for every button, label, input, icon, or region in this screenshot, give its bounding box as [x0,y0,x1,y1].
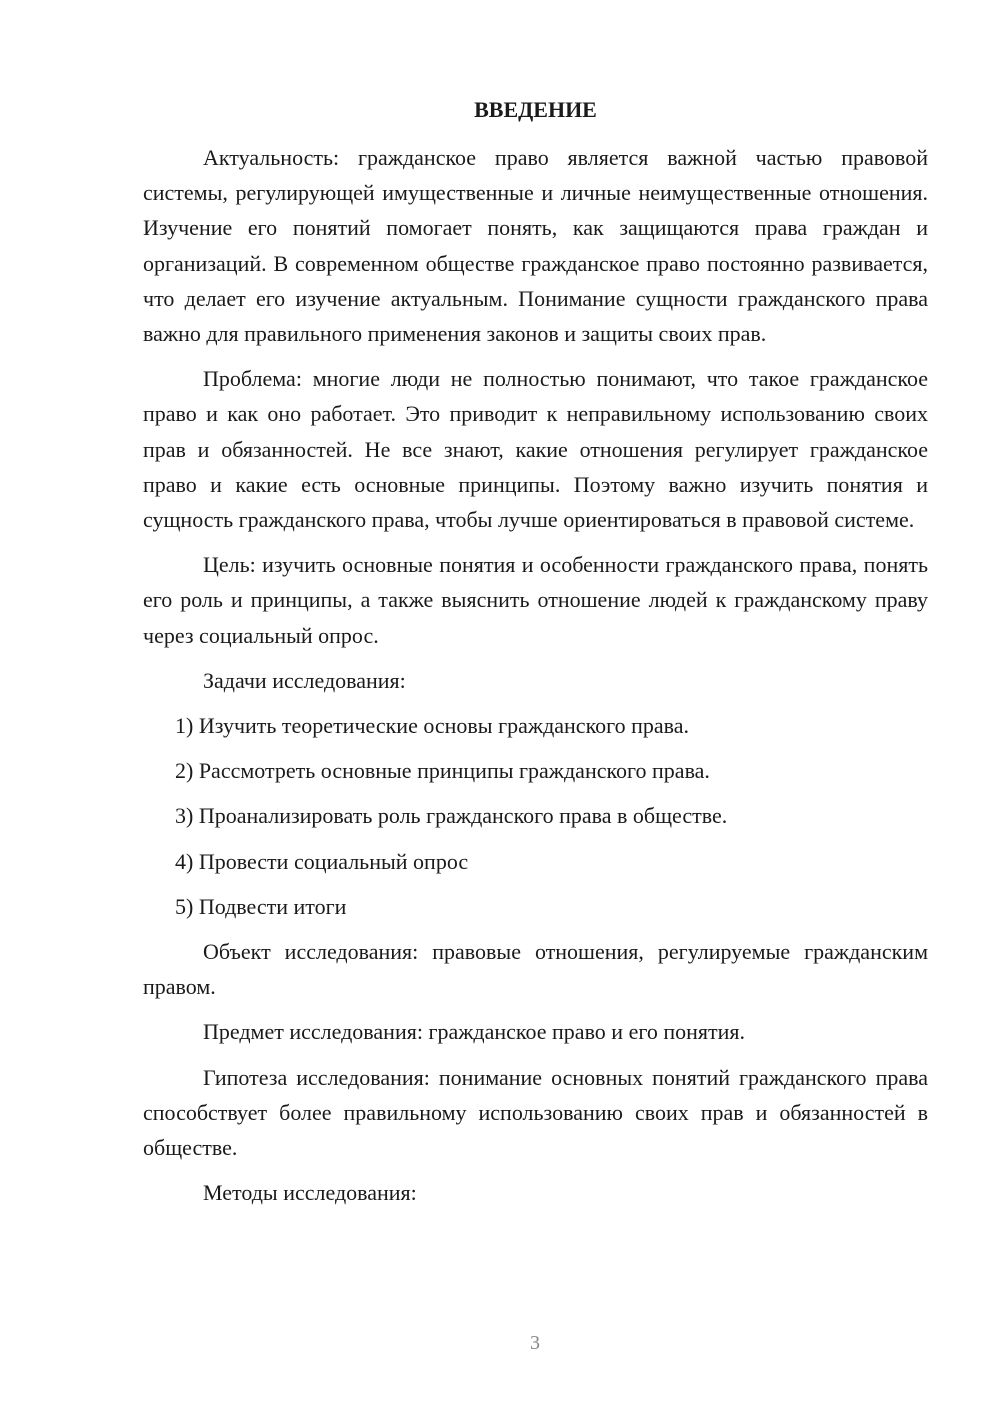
list-item: 1) Изучить теоретические основы гражданского права. [175,713,690,739]
list-item: 3) Проанализировать роль гражданского права в обществе. [175,803,728,829]
page-content [143,92,928,1210]
list-item: 2) Рассмотреть основные принципы гражданского права. [175,758,710,784]
section-heading: ВВЕДЕНИЕ [474,97,597,122]
list-item: 5) Подвести итоги [175,893,347,919]
list-item: 4) Провести социальный опрос [175,848,469,874]
page-number: 3 [530,1332,540,1354]
methods-title: Методы исследования: [203,1180,417,1206]
hypothesis-paragraph: Гипотеза исследования: понимание основных понятий гражданского права способствует более правильному использованию своих прав и обязанностей в обществе. [143,1064,928,1161]
goal-paragraph: Цель: изучить основные понятия и особенности гражданского права, понять его роль и принципы, а также выяснить отношение людей к гражданскому праву через социальный опрос. [143,552,928,648]
subject-paragraph: Предмет исследования: гражданское право и его понятия. [203,1019,745,1045]
problem-paragraph: Проблема: многие люди не полностью понимают, что такое гражданское право и как оно работает. Это приводит к неправильному использованию своих прав и обязанностей. Не все знают, какие отношения регулирует гражданское право и какие есть основные принципы. Поэтому важно изучить понятия и сущность гражданского права, чтобы лучше ориентироваться в правовой системе. [143,366,928,533]
tasks-list [143,708,928,924]
object-paragraph: Объект исследования: правовые отношения, регулируемые гражданским правом. [143,939,928,1000]
relevance-paragraph: Актуальность: гражданское право является важной частью правовой системы, регулирующей имущественные и личные неимущественные отношения. Изучение его понятий помогает понять, как защищаются права граждан и организаций. В современном обществе гражданское право постоянно развивается, что делает его изучение актуальным. Понимание сущности гражданского права важно для правильного применения законов и защиты своих прав. [143,145,928,347]
tasks-title: Задачи исследования: [203,667,406,693]
